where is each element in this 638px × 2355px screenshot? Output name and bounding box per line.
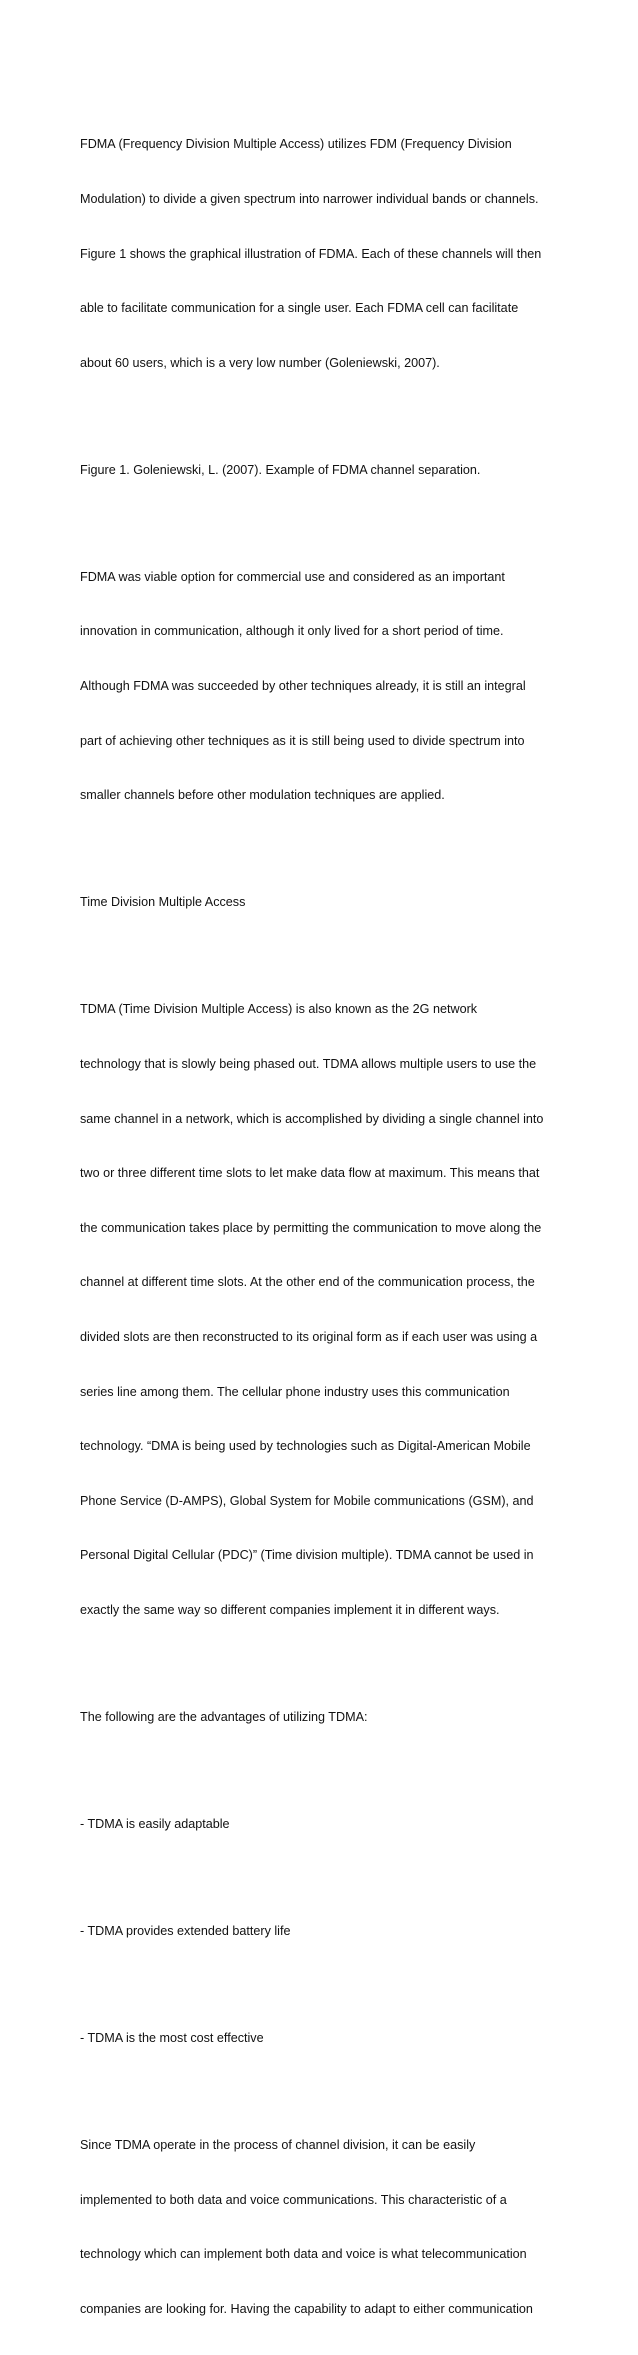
text-line: able to facilitate communication for a single user. Each FDMA cell can facilitate <box>80 301 519 316</box>
text-line: the communication takes place by permitting the communication to move along the <box>80 1220 542 1235</box>
paragraph-gap <box>80 2084 570 2100</box>
text-line: same channel in a network, which is accomplished by dividing a single channel into <box>80 1111 544 1126</box>
text-line: Although FDMA was succeeded by other techniques already, it is still an integral <box>80 679 526 694</box>
paragraph-gap <box>80 1977 570 1993</box>
text-line: implemented to both data and voice communications. This characteristic of a <box>80 2192 507 2207</box>
paragraph-gap <box>80 515 570 531</box>
text-line: divided slots are then reconstructed to its original form as if each user was using a <box>80 1330 538 1344</box>
text-line: Personal Digital Cellular (PDC)” (Time division multiple). TDMA cannot be used in <box>80 1548 534 1563</box>
text-line: Phone Service (D-AMPS), Global System for Mobile communications (GSM), and <box>80 1493 534 1508</box>
paragraph-gap <box>80 948 570 964</box>
text-line: - TDMA provides extended battery life <box>80 1924 291 1939</box>
text-line: series line among them. The cellular phone industry uses this communication <box>80 1384 510 1399</box>
section-heading-tdma <box>80 857 570 948</box>
text-line: The following are the advantages of utilizing TDMA: <box>80 1710 368 1725</box>
text-line: TDMA (Time Division Multiple Access) is also known as the 2G network <box>80 1002 478 1017</box>
text-line: Time Division Multiple Access <box>80 895 246 910</box>
text-line: - TDMA is easily adaptable <box>80 1817 230 1832</box>
text-line: FDMA (Frequency Division Multiple Access) utilizes FDM (Frequency Division <box>80 137 512 152</box>
text-line: Modulation) to divide a given spectrum into narrower individual bands or channels. <box>80 192 539 207</box>
text-line: companies are looking for. Having the capability to adapt to either communication <box>80 2301 533 2316</box>
text-line: Since TDMA operate in the process of channel division, it can be easily <box>80 2138 476 2153</box>
list-item-advantage <box>80 1993 570 2084</box>
document-body <box>80 99 570 2355</box>
paragraph-tdma-implementation <box>80 2100 570 2355</box>
text-line: - TDMA is the most cost effective <box>80 2031 264 2046</box>
paragraph-gap <box>80 1656 570 1672</box>
text-line: technology which can implement both data and voice is what telecommunication <box>80 2247 527 2262</box>
list-item-advantage <box>80 1886 570 1977</box>
list-item-advantage <box>80 1779 570 1870</box>
text-line: two or three different time slots to let make data flow at maximum. This means that <box>80 1166 540 1181</box>
text-line: innovation in communication, although it only lived for a short period of time. <box>80 624 504 639</box>
text-line: technology that is slowly being phased out. TDMA allows multiple users to use the <box>80 1056 537 1071</box>
paragraph-gap <box>80 1763 570 1779</box>
figure-caption <box>80 424 570 515</box>
text-line: smaller channels before other modulation techniques are applied. <box>80 788 445 803</box>
text-line: part of achieving other techniques as it is still being used to divide spectrum into <box>80 733 525 748</box>
text-line: exactly the same way so different companies implement it in different ways. <box>80 1603 500 1618</box>
paragraph-fdma-intro <box>80 99 570 408</box>
paragraph-gap <box>80 841 570 857</box>
text-line: Figure 1. Goleniewski, L. (2007). Example of FDMA channel separation. <box>80 462 481 477</box>
paragraph-fdma-viability <box>80 531 570 840</box>
paragraph-tdma-description <box>80 964 570 1656</box>
text-line: channel at different time slots. At the other end of the communication process, the <box>80 1275 535 1290</box>
text-line: Figure 1 shows the graphical illustration of FDMA. Each of these channels will then <box>80 246 542 261</box>
paragraph-advantages-intro <box>80 1672 570 1763</box>
text-line: about 60 users, which is a very low number (Goleniewski, 2007). <box>80 355 440 370</box>
paragraph-gap <box>80 408 570 424</box>
paragraph-gap <box>80 1870 570 1886</box>
text-line: technology. “DMA is being used by technologies such as Digital-American Mobile <box>80 1439 531 1454</box>
text-line: FDMA was viable option for commercial use and considered as an important <box>80 569 505 584</box>
